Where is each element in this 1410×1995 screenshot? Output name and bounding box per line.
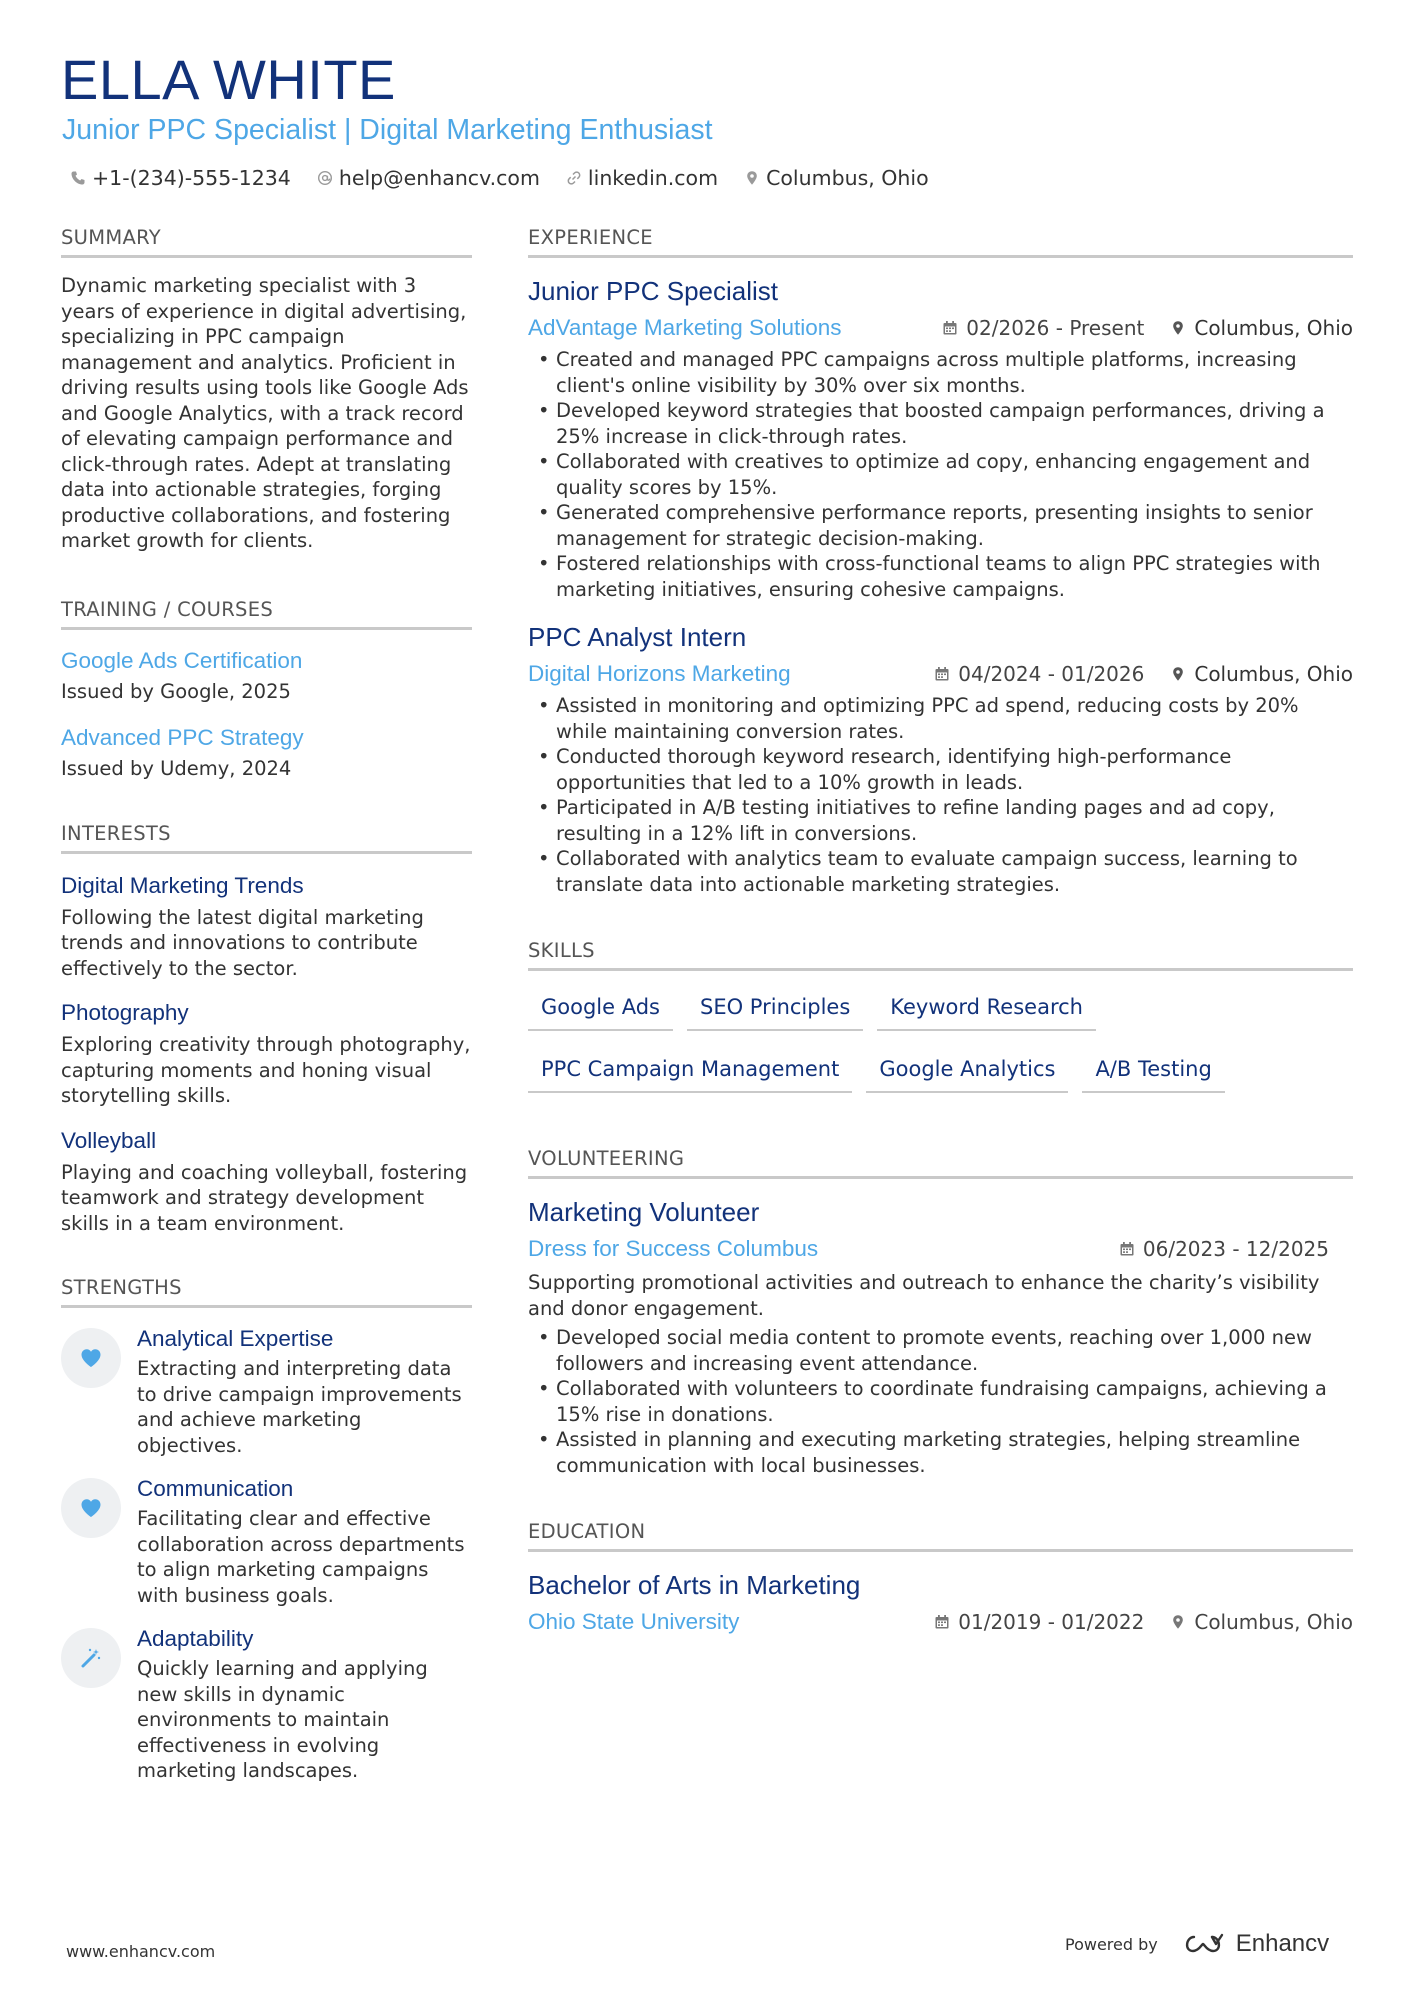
calendar-icon: [934, 666, 950, 682]
summary-text: Dynamic marketing specialist with 3 years of experience in digital advertising, specializing in PPC campaign management and analytics. Proficient in driving results using tools like Google Ads and Google Analytics, with a track record of elevating campaign performance and click-through rates. Adept at translating data into actionable strategies, forging productive collaborations, and fostering market growth for clients.: [61, 274, 469, 552]
calendar-icon: [1119, 1241, 1135, 1257]
bullet-item: • Assisted in monitoring and optimizing PPC ad spend, reducing costs by 20% while maintaining conversion rates.: [528, 693, 1353, 744]
skills-heading: SKILLS: [528, 939, 1353, 971]
bullet-item: • Created and managed PPC campaigns across multiple platforms, increasing client's online visibility by 30% over six months.: [528, 347, 1353, 398]
course-issuer: Issued by Udemy, 2024: [61, 756, 292, 780]
bullet-item: • Collaborated with volunteers to coordinate fundraising campaigns, achieving a 15% rise in donations.: [528, 1376, 1353, 1427]
training-heading: TRAINING / COURSES: [61, 598, 472, 630]
experience-heading: EXPERIENCE: [528, 226, 1353, 258]
course-issuer: Issued by Google, 2025: [61, 679, 291, 703]
job-bullets: [528, 347, 1353, 602]
job-bullets: [528, 693, 1353, 897]
magic-wand-icon: [61, 1628, 121, 1688]
strength-item: [61, 1476, 472, 1608]
strength-title: Adaptability: [137, 1626, 254, 1651]
summary-heading: SUMMARY: [61, 226, 472, 258]
job-location: [1170, 662, 1353, 686]
summary-section: [61, 226, 472, 554]
powered-by-text: Powered by: [1065, 1934, 1158, 1954]
skill-tag: Google Analytics: [866, 1049, 1068, 1093]
interest-item: [61, 1128, 472, 1237]
course-item: [61, 648, 472, 703]
location-pin-icon: [1170, 320, 1186, 336]
education-heading: EDUCATION: [528, 1520, 1353, 1552]
phone-icon: [70, 170, 86, 186]
experience-section: [528, 226, 1353, 897]
location-text: Columbus, Ohio: [766, 166, 929, 190]
right-column: [528, 226, 1353, 1635]
interest-title: Digital Marketing Trends: [61, 872, 304, 898]
bullet-item: • Developed social media content to promote events, reaching over 1,000 new followers and increasing event attendance.: [528, 1325, 1353, 1376]
course-title: Google Ads Certification: [61, 647, 303, 673]
education-location: [1170, 1610, 1353, 1634]
job-dates: [934, 662, 1144, 686]
strength-title: Analytical Expertise: [137, 1326, 334, 1351]
location-pin-icon: [1170, 666, 1186, 682]
interest-title: Photography: [61, 1000, 189, 1025]
interest-item: [61, 873, 472, 982]
volunteering-heading: VOLUNTEERING: [528, 1147, 1353, 1179]
strength-title: Communication: [137, 1476, 294, 1501]
interest-title: Volleyball: [61, 1127, 157, 1153]
bullet-item: • Participated in A/B testing initiatives to refine landing pages and ad copy, resulting in a 12% lift in conversions.: [528, 795, 1353, 846]
phone-text: +1-(234)-555-1234: [92, 166, 291, 190]
linkedin-link[interactable]: linkedin.com: [587, 166, 719, 190]
strength-description: Extracting and interpreting data to drive campaign improvements and achieve marketing objectives.: [137, 1357, 462, 1457]
school-name: Ohio State University: [528, 1609, 740, 1634]
bullet-item: • Developed keyword strategies that boosted campaign performances, driving a 25% increase in click-through rates.: [528, 398, 1353, 449]
location-pin-icon: [1170, 1614, 1186, 1630]
education-dates: [934, 1610, 1144, 1634]
skill-tag: Google Ads: [528, 987, 673, 1031]
skills-section: [528, 939, 1353, 1093]
footer-website[interactable]: www.enhancv.com: [66, 1942, 216, 1961]
email-link[interactable]: help@enhancv.com: [338, 166, 540, 190]
job-dates-text: 04/2024 - 01/2026: [958, 662, 1145, 686]
company-name: AdVantage Marketing Solutions: [528, 315, 842, 340]
job-dates: [942, 316, 1144, 340]
job-dates-text: 02/2026 - Present: [966, 316, 1145, 340]
brand-name: Enhancv: [1235, 1930, 1330, 1957]
candidate-name: ELLA WHITE: [61, 48, 396, 111]
education-location-text: Columbus, Ohio: [1194, 1610, 1353, 1634]
volunteer-entry: [528, 1197, 1353, 1478]
education-dates-text: 01/2019 - 01/2022: [958, 1610, 1145, 1634]
interest-description: Following the latest digital marketing trends and innovations to contribute effectively to the sector.: [61, 905, 424, 980]
strength-description: Facilitating clear and effective collaboration across departments to align marketing campaigns with business goals.: [137, 1507, 465, 1607]
bullet-item: • Fostered relationships with cross-functional teams to align PPC strategies with marketing initiatives, ensuring cohesive campaigns.: [528, 551, 1353, 602]
job-entry: [528, 622, 1353, 897]
footer-branding: [1065, 1930, 1329, 1958]
education-entry: [528, 1570, 1353, 1635]
interests-heading: INTERESTS: [61, 822, 472, 854]
volunteer-dates-text: 06/2023 - 12/2025: [1142, 1237, 1329, 1261]
link-icon: [566, 170, 582, 186]
volunteer-organization: Dress for Success Columbus: [528, 1236, 819, 1261]
interest-item: [61, 1000, 472, 1109]
candidate-headline: Junior PPC Specialist | Digital Marketing Enthusiast: [62, 114, 713, 146]
volunteer-bullets: [528, 1325, 1353, 1478]
job-location-text: Columbus, Ohio: [1194, 316, 1353, 340]
contact-bar: [70, 166, 929, 190]
heart-icon: [61, 1328, 121, 1388]
skill-tag: Keyword Research: [877, 987, 1096, 1031]
bullet-item: • Collaborated with creatives to optimize ad copy, enhancing engagement and quality scores by 15%.: [528, 449, 1353, 500]
course-title: Advanced PPC Strategy: [61, 724, 304, 750]
skill-tag: SEO Principles: [687, 987, 863, 1031]
job-title: PPC Analyst Intern: [528, 622, 747, 652]
heart-icon: [61, 1478, 121, 1538]
job-location-text: Columbus, Ohio: [1194, 662, 1353, 686]
skill-tag: PPC Campaign Management: [528, 1049, 852, 1093]
strength-description: Quickly learning and applying new skills in dynamic environments to maintain effectiveness in evolving marketing landscapes.: [137, 1657, 428, 1782]
location-pin-icon: [744, 170, 760, 186]
strengths-section: [61, 1276, 472, 1784]
volunteer-role: Marketing Volunteer: [528, 1197, 760, 1227]
at-icon: [317, 170, 333, 186]
contact-phone: [70, 166, 291, 190]
interest-description: Playing and coaching volleyball, fostering teamwork and strategy development skills in a team environment.: [61, 1160, 468, 1235]
job-location: [1170, 316, 1353, 340]
skills-list: [528, 987, 1298, 1093]
strengths-heading: STRENGTHS: [61, 1276, 472, 1308]
contact-location: [744, 166, 929, 190]
job-entry: [528, 276, 1353, 602]
skill-tag: A/B Testing: [1082, 1049, 1224, 1093]
calendar-icon: [934, 1614, 950, 1630]
strength-item: [61, 1326, 472, 1458]
bullet-item: • Generated comprehensive performance reports, presenting insights to senior management for strategic decision-making.: [528, 500, 1353, 551]
course-item: [61, 725, 472, 780]
enhancv-logo[interactable]: [1180, 1930, 1329, 1958]
interest-description: Exploring creativity through photography, capturing moments and honing visual storytelling skills.: [61, 1033, 471, 1107]
strength-item: [61, 1626, 472, 1784]
interests-section: [61, 822, 472, 1237]
bullet-item: • Assisted in planning and executing marketing strategies, helping streamline communication with local businesses.: [528, 1427, 1353, 1478]
calendar-icon: [942, 320, 958, 336]
job-title: Junior PPC Specialist: [528, 276, 778, 306]
education-section: [528, 1520, 1353, 1635]
contact-email[interactable]: [317, 166, 540, 190]
bullet-item: • Collaborated with analytics team to evaluate campaign success, learning to translate data into actionable marketing strategies.: [528, 846, 1353, 897]
training-section: [61, 598, 472, 780]
contact-linkedin[interactable]: [566, 166, 718, 190]
bullet-item: • Conducted thorough keyword research, identifying high-performance opportunities that led to a 10% growth in leads.: [528, 744, 1353, 795]
volunteering-section: [528, 1147, 1353, 1478]
left-column: [61, 226, 472, 1784]
enhancv-logo-icon: [1180, 1932, 1226, 1956]
degree-title: Bachelor of Arts in Marketing: [528, 1570, 861, 1600]
volunteer-dates: [1119, 1237, 1329, 1261]
company-name: Digital Horizons Marketing: [528, 661, 791, 686]
volunteer-description: Supporting promotional activities and outreach to enhance the charity’s visibility and donor engagement.: [528, 1271, 1320, 1320]
